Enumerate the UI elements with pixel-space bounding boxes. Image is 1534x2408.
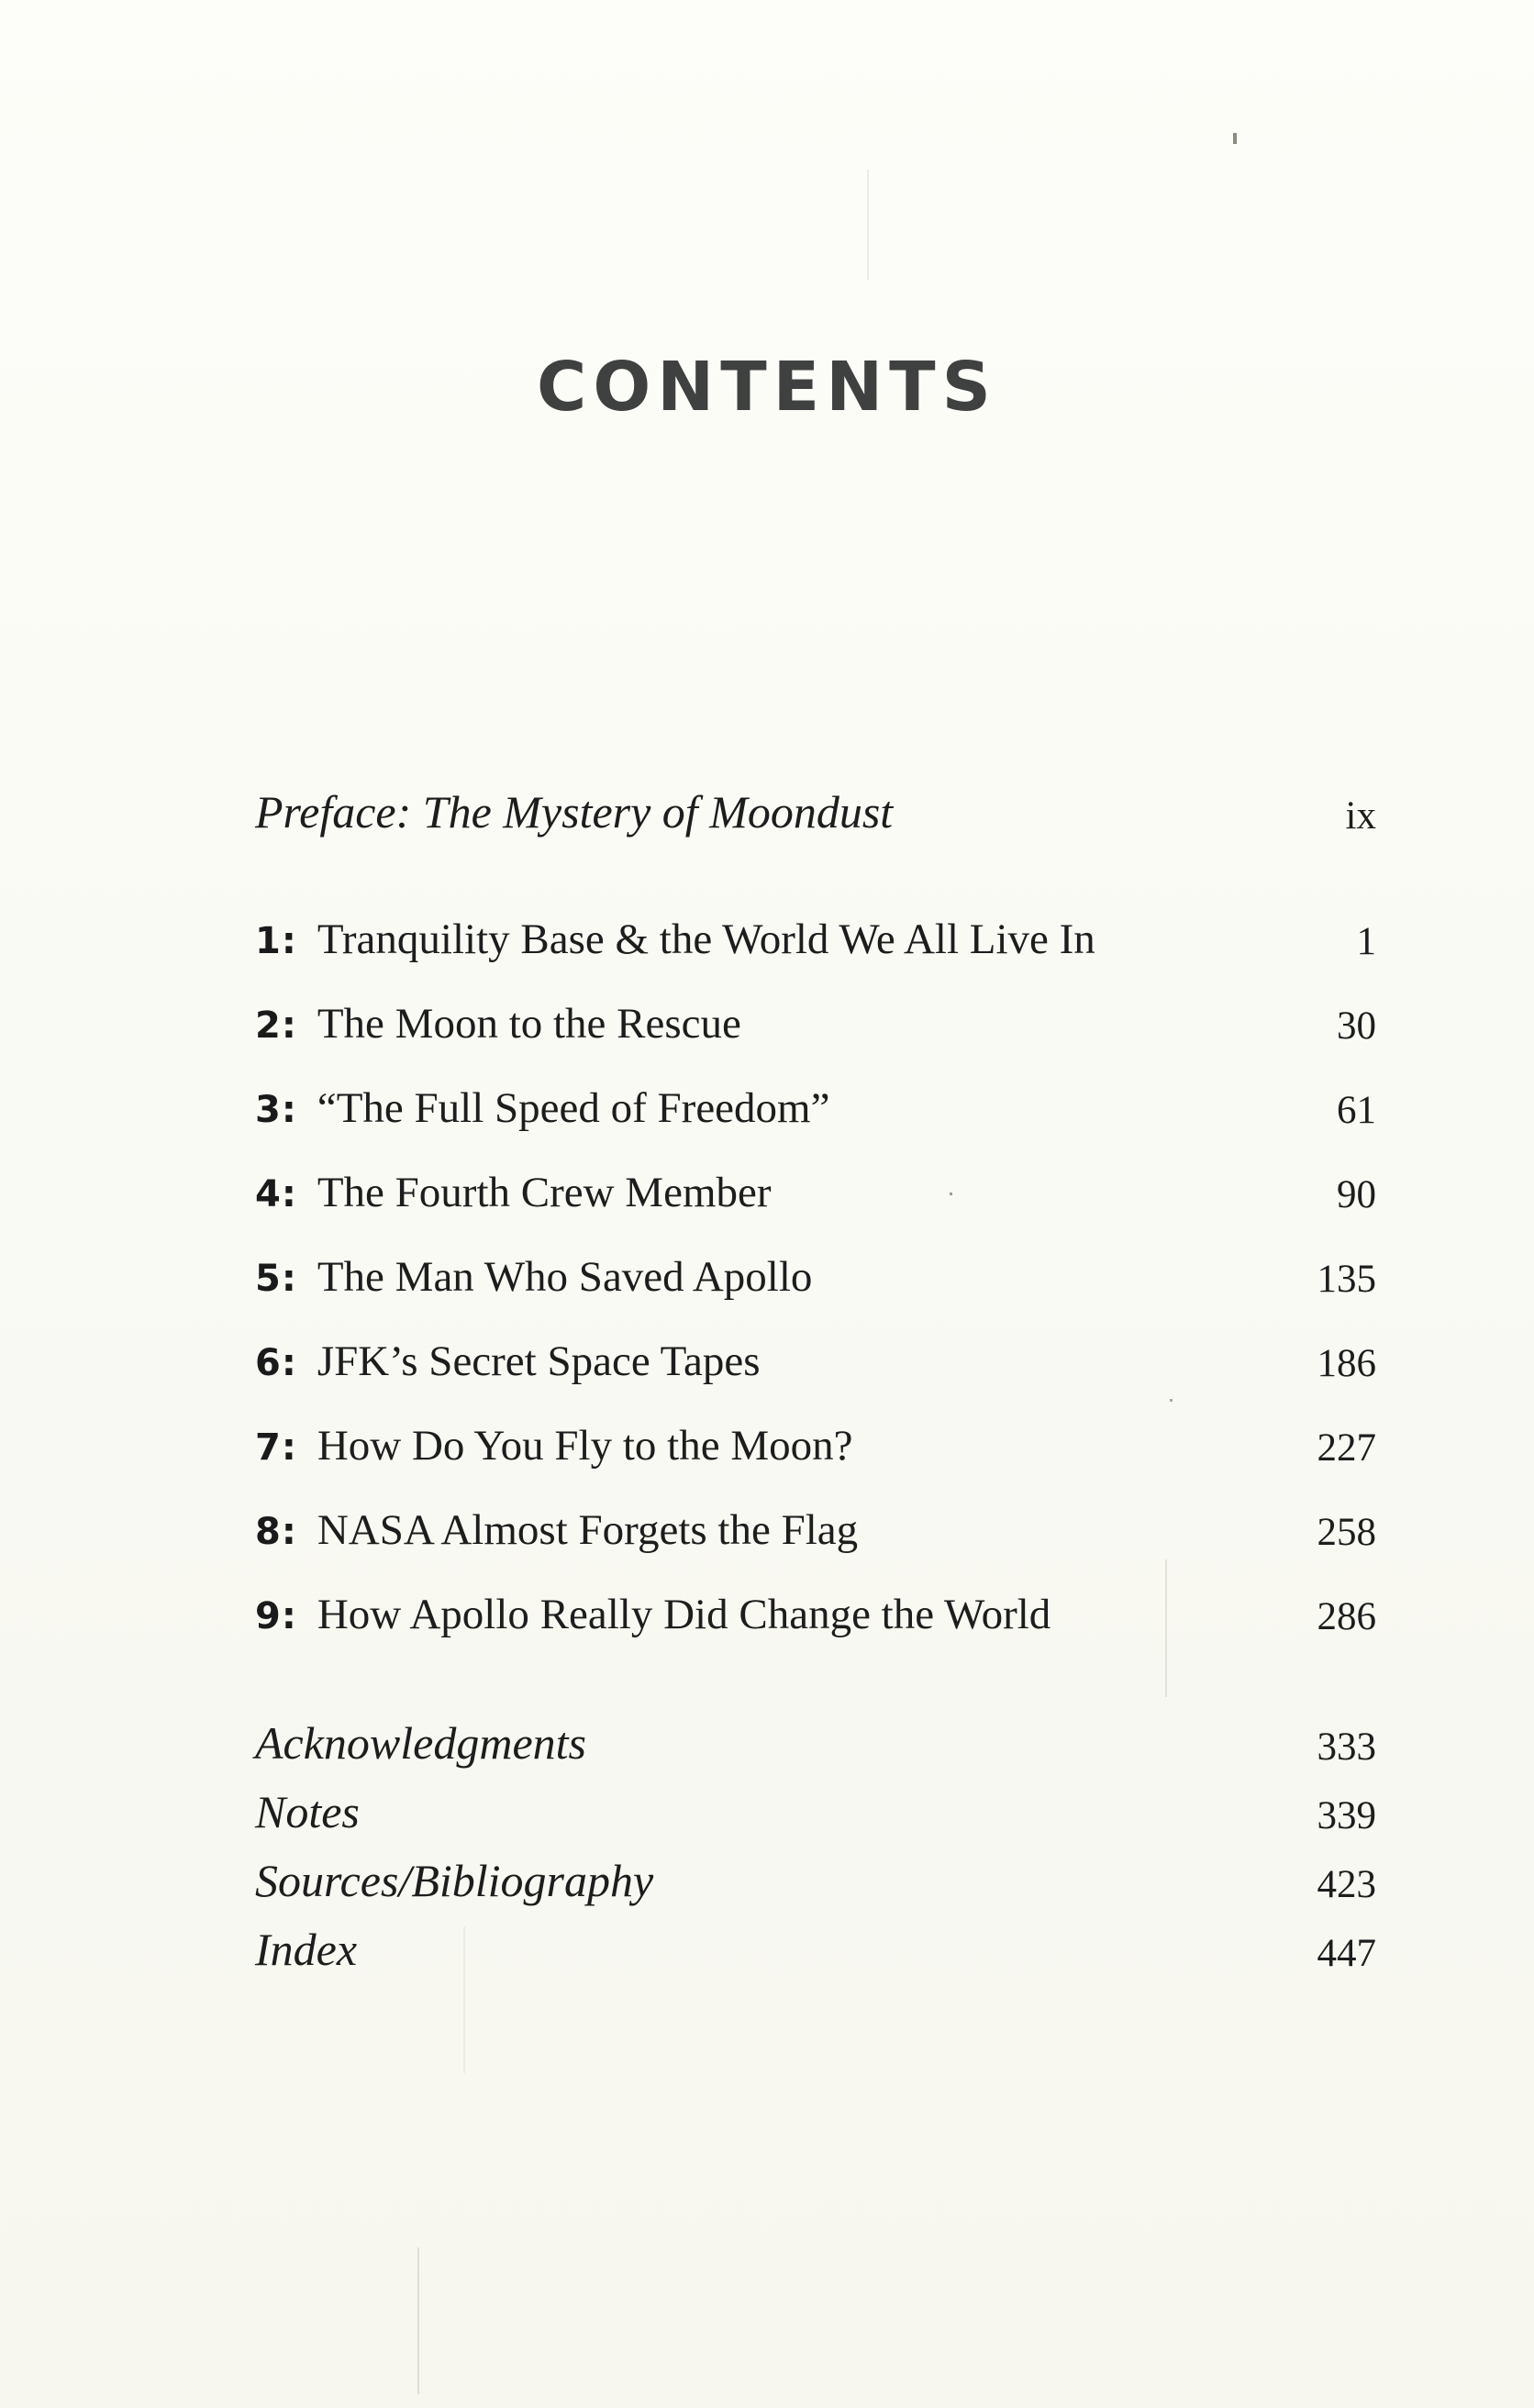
chapter-number: 8: [255,1511,297,1553]
chapter-title: How Do You Fly to the Moon? [317,1422,853,1470]
scan-speck [417,2247,419,2394]
toc-entry-title: Sources/Bibliography [255,1855,654,1906]
toc-page-number: 30 [1337,1004,1376,1048]
toc-entry-title: Notes [255,1786,360,1837]
toc-entry-sources-bibliography[interactable] [255,1848,1376,1922]
toc-entry-chapter-4[interactable] [255,1159,1376,1232]
toc-entry-acknowledgments[interactable] [255,1711,1376,1784]
chapter-number: 4: [255,1173,297,1215]
toc-page-number: 423 [1317,1863,1376,1906]
chapter-title: The Fourth Crew Member [317,1169,772,1216]
scan-speck [1233,133,1237,144]
toc-entry-chapter-6[interactable] [255,1327,1376,1401]
toc-page-number: 227 [1317,1426,1376,1470]
toc-page-number: 339 [1317,1794,1376,1837]
toc-entry-chapter-9[interactable] [255,1581,1376,1654]
toc-page-number: 61 [1337,1089,1376,1132]
page-title: CONTENTS [537,348,997,427]
chapter-title: How Apollo Really Did Change the World [317,1591,1051,1638]
toc-entry-chapter-2[interactable] [255,990,1376,1063]
toc-page-number: 286 [1317,1595,1376,1638]
toc-entry-chapter-8[interactable] [255,1496,1376,1570]
toc-page-number: 186 [1317,1342,1376,1385]
toc-page-number: 135 [1317,1258,1376,1301]
toc-page-number: 258 [1317,1511,1376,1554]
chapter-number: 1: [255,920,297,962]
chapter-title: JFK’s Secret Space Tapes [317,1337,761,1385]
toc-entry-chapter-5[interactable] [255,1243,1376,1316]
chapter-number: 5: [255,1258,297,1300]
chapter-title: NASA Almost Forgets the Flag [317,1506,859,1554]
chapter-title: The Man Who Saved Apollo [317,1253,813,1301]
chapter-number: 7: [255,1426,297,1469]
toc-page-number: 447 [1317,1932,1376,1975]
chapter-number: 6: [255,1342,297,1384]
toc-page-number: 1 [1356,920,1376,963]
toc-entry-notes[interactable] [255,1780,1376,1853]
chapter-title: Tranquility Base & the World We All Live In [317,915,1095,963]
toc-entry-title: Index [255,1924,358,1975]
chapter-number: 3: [255,1089,297,1131]
toc-entry-chapter-3[interactable] [255,1074,1376,1148]
chapter-number: 9: [255,1595,297,1637]
toc-entry-chapter-7[interactable] [255,1412,1376,1485]
toc-page-number: 90 [1337,1173,1376,1216]
toc-entry-index[interactable] [255,1917,1376,1991]
toc-page-number: ix [1345,794,1376,838]
toc-entry-title: Acknowledgments [255,1717,587,1769]
toc-entry-preface[interactable] [255,780,1376,853]
scan-speck [867,170,869,280]
toc-entry-chapter-1[interactable] [255,905,1376,979]
toc-page-number: 333 [1317,1726,1376,1769]
chapter-title: “The Full Speed of Freedom” [317,1084,830,1132]
toc-entry-title: Preface: The Mystery of Moondust [255,786,894,838]
chapter-title: The Moon to the Rescue [317,1000,741,1048]
chapter-number: 2: [255,1004,297,1047]
